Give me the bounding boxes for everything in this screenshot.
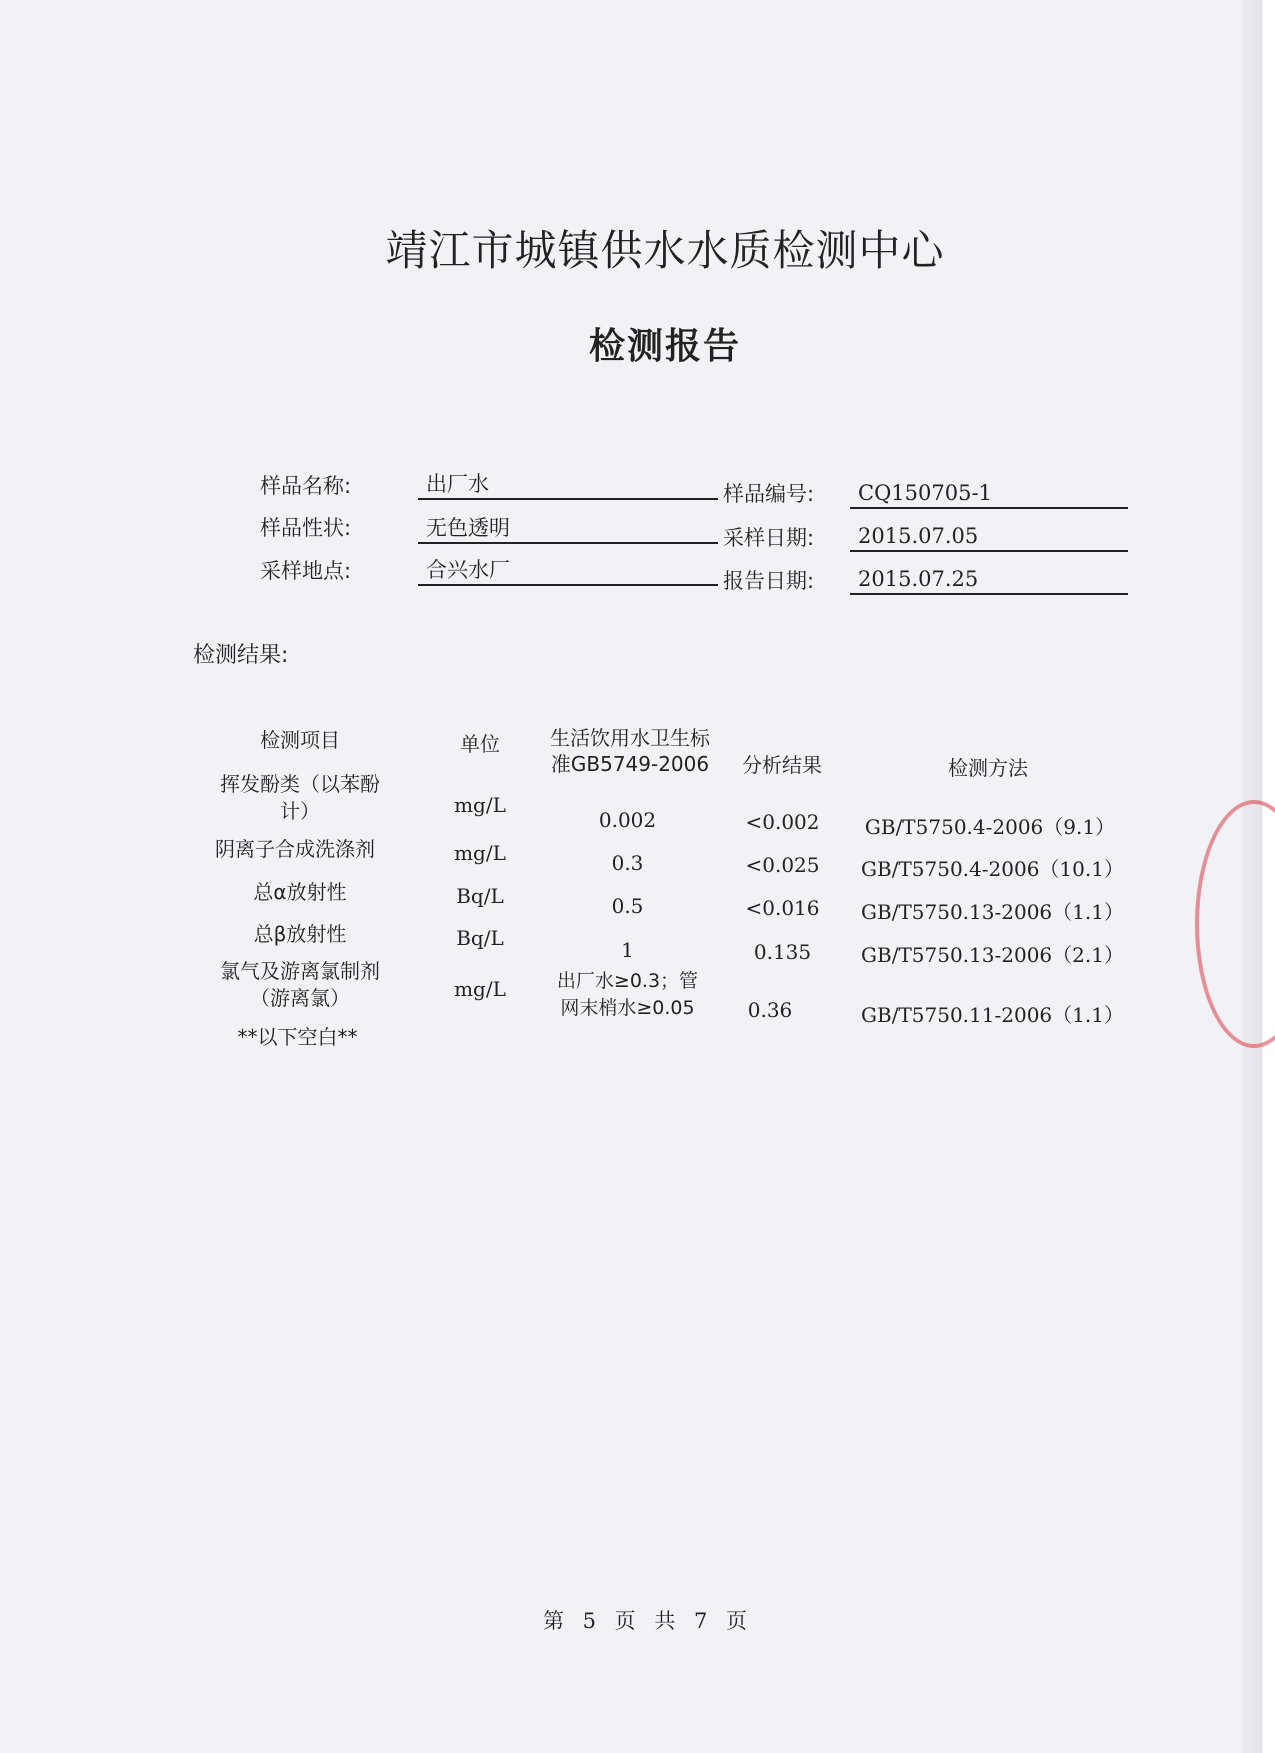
table-row-4-result: 0.135 — [753, 940, 812, 964]
table-row-5-standard-line1: 出厂水≥0.3；管 — [556, 970, 699, 992]
table-row-4-standard: 1 — [621, 938, 634, 962]
table-row-1-standard: 0.002 — [598, 808, 657, 832]
sampling-date-value: 2015.07.05 — [850, 522, 1128, 552]
table-row-5-result: 0.36 — [747, 998, 793, 1022]
table-row-3-unit: Bq/L — [456, 884, 504, 908]
table-row-3-method: GB/T5750.13-2006（1.1） — [861, 900, 1124, 924]
table-row-2-standard: 0.3 — [611, 851, 644, 875]
sample-number-label: 样品编号: — [723, 482, 815, 506]
sampling-location-label: 采样地点: — [260, 559, 352, 583]
sample-name-value: 出厂水 — [418, 470, 718, 500]
table-row-5-unit: mg/L — [454, 977, 506, 1001]
report-date-value: 2015.07.25 — [850, 565, 1128, 595]
sample-name-label: 样品名称: — [260, 474, 352, 498]
column-header-method: 检测方法 — [948, 756, 1028, 780]
column-header-standard-line2: 准GB5749-2006 — [550, 752, 710, 776]
table-row-5-method: GB/T5750.11-2006（1.1） — [861, 1003, 1124, 1027]
column-header-standard — [525, 725, 735, 777]
table-row-5-standard-line2: 网末梢水≥0.05 — [560, 997, 695, 1019]
table-row-2-method: GB/T5750.4-2006（10.1） — [861, 857, 1124, 881]
sample-state-value: 无色透明 — [418, 514, 718, 544]
table-row-1-method: GB/T5750.4-2006（9.1） — [864, 815, 1116, 839]
column-header-item: 检测项目 — [260, 728, 340, 752]
table-row-5-item — [190, 958, 410, 1012]
table-row-4-method: GB/T5750.13-2006（2.1） — [861, 943, 1124, 967]
table-row-3-result: <0.016 — [745, 896, 820, 920]
table-row-1-item-line2: 计） — [280, 799, 320, 823]
table-row-5-item-line2: （游离氯） — [250, 986, 350, 1010]
page-number: 第 5 页 共 7 页 — [542, 1609, 748, 1633]
table-row-1-unit: mg/L — [454, 793, 506, 817]
table-row-2-unit: mg/L — [454, 841, 506, 865]
table-row-5-standard — [535, 968, 720, 1022]
table-row-5-item-line1: 氯气及游离氯制剂 — [220, 959, 380, 983]
end-of-table-marker: **以下空白** — [237, 1025, 358, 1049]
report-title: 检测报告 — [588, 326, 741, 367]
official-seal-stamp — [1195, 800, 1275, 1048]
column-header-unit: 单位 — [460, 732, 500, 756]
organization-title: 靖江市城镇供水水质检测中心 — [385, 226, 945, 275]
sample-number-value: CQ150705-1 — [850, 479, 1128, 509]
table-row-1-item — [195, 771, 405, 825]
table-row-3-standard: 0.5 — [611, 894, 644, 918]
table-row-4-item: 总β放射性 — [253, 922, 347, 946]
table-row-2-item: 阴离子合成洗涤剂 — [215, 837, 375, 861]
report-date-label: 报告日期: — [723, 569, 815, 593]
sampling-location-value: 合兴水厂 — [418, 556, 718, 586]
column-header-result: 分析结果 — [742, 753, 822, 777]
column-header-standard-line1: 生活饮用水卫生标 — [550, 726, 710, 750]
sample-state-label: 样品性状: — [260, 516, 352, 540]
sampling-date-label: 采样日期: — [723, 526, 815, 550]
table-row-3-item: 总α放射性 — [253, 880, 347, 904]
results-heading: 检测结果: — [193, 643, 289, 668]
table-row-1-item-line1: 挥发酚类（以苯酚 — [220, 772, 380, 796]
table-row-2-result: <0.025 — [745, 853, 820, 877]
table-row-1-result: <0.002 — [745, 810, 820, 834]
table-row-4-unit: Bq/L — [456, 926, 504, 950]
